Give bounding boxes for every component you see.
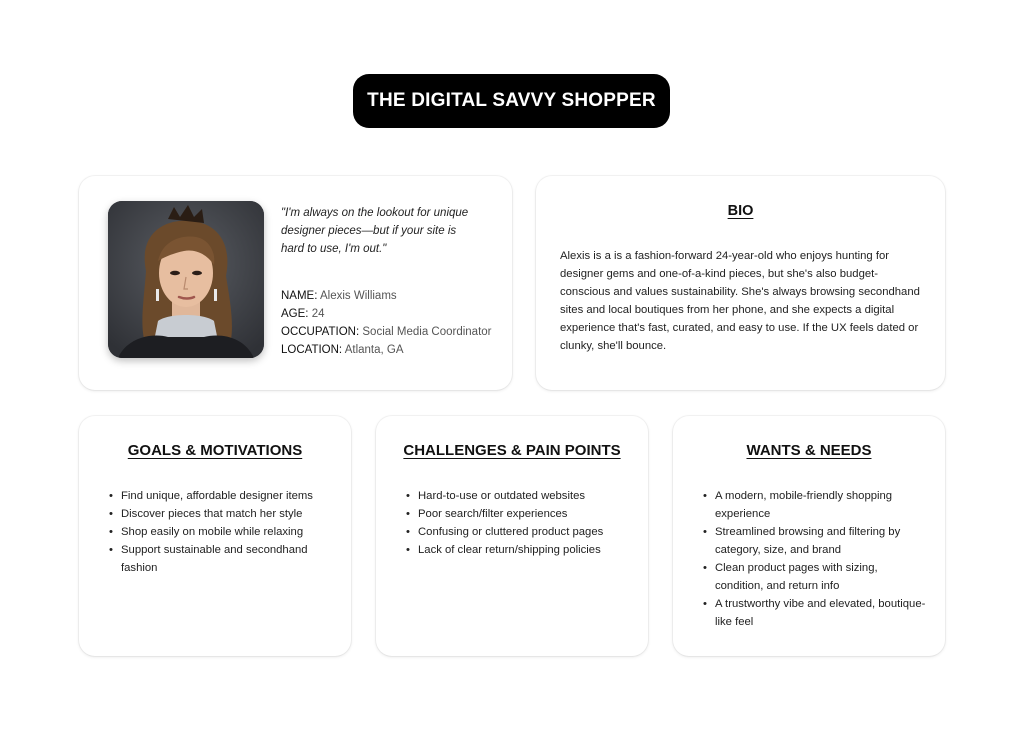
list-item: • Lack of clear return/shipping policies [406,541,631,559]
list-item: • Clean product pages with sizing, condition, and return info [703,559,928,595]
persona-facts [281,287,506,359]
fact-label: OCCUPATION: [281,326,360,338]
fact-label: NAME: [281,290,318,302]
list-item: • Confusing or cluttered product pages [406,523,631,541]
bio-heading: BIO [727,203,754,219]
list-item: • A trustworthy vibe and elevated, boutique-like feel [703,595,928,631]
list-item: • Shop easily on mobile while relaxing [109,523,334,541]
list-item: • Hard-to-use or outdated websites [406,487,631,505]
list-item: • Streamlined browsing and filtering by category, size, and brand [703,523,928,559]
page-title: THE DIGITAL SAVVY SHOPPER [353,74,670,128]
fact-age [281,305,506,323]
wants-heading: WANTS & NEEDS [746,442,872,459]
fact-occupation [281,323,506,341]
bio-card [536,176,945,390]
fact-value: 24 [311,308,325,320]
list-item: • Find unique, affordable designer items [109,487,334,505]
goals-card [79,416,351,656]
challenges-list [406,487,631,559]
fact-label: LOCATION: [281,344,343,356]
avatar [108,201,264,358]
profile-card [79,176,512,390]
fact-name [281,287,506,305]
fact-value: Social Media Coordinator [362,326,492,338]
fact-location [281,341,506,359]
challenges-heading: CHALLENGES & PAIN POINTS [403,442,621,459]
fact-label: AGE: [281,308,309,320]
persona-quote: "I'm always on the lookout for unique designer pieces—but if your site is hard to use, I'm out." [281,207,469,255]
list-item: • Discover pieces that match her style [109,505,334,523]
list-item: • Support sustainable and secondhand fashion [109,541,334,577]
list-item: • Poor search/filter experiences [406,505,631,523]
challenges-card [376,416,648,656]
wants-list [703,487,928,631]
wants-card [673,416,945,656]
fact-value: Alexis Williams [319,290,397,302]
bio-text: Alexis is a is a fashion-forward 24-year-old who enjoys hunting for designer gems and one-of-a-kind pieces, but she's also budget-conscious and values sustainability. She's always browsing secondhand sites and local boutiques from her phone, and she expects a digital experience that's fast, curated, and easy to use. If the UX feels dated or clunky, she'll bounce. [560,250,920,352]
goals-heading: GOALS & MOTIVATIONS [127,442,303,459]
list-item: • A modern, mobile-friendly shopping experience [703,487,928,523]
goals-list [109,487,334,577]
fact-value: Atlanta, GA [344,344,404,356]
